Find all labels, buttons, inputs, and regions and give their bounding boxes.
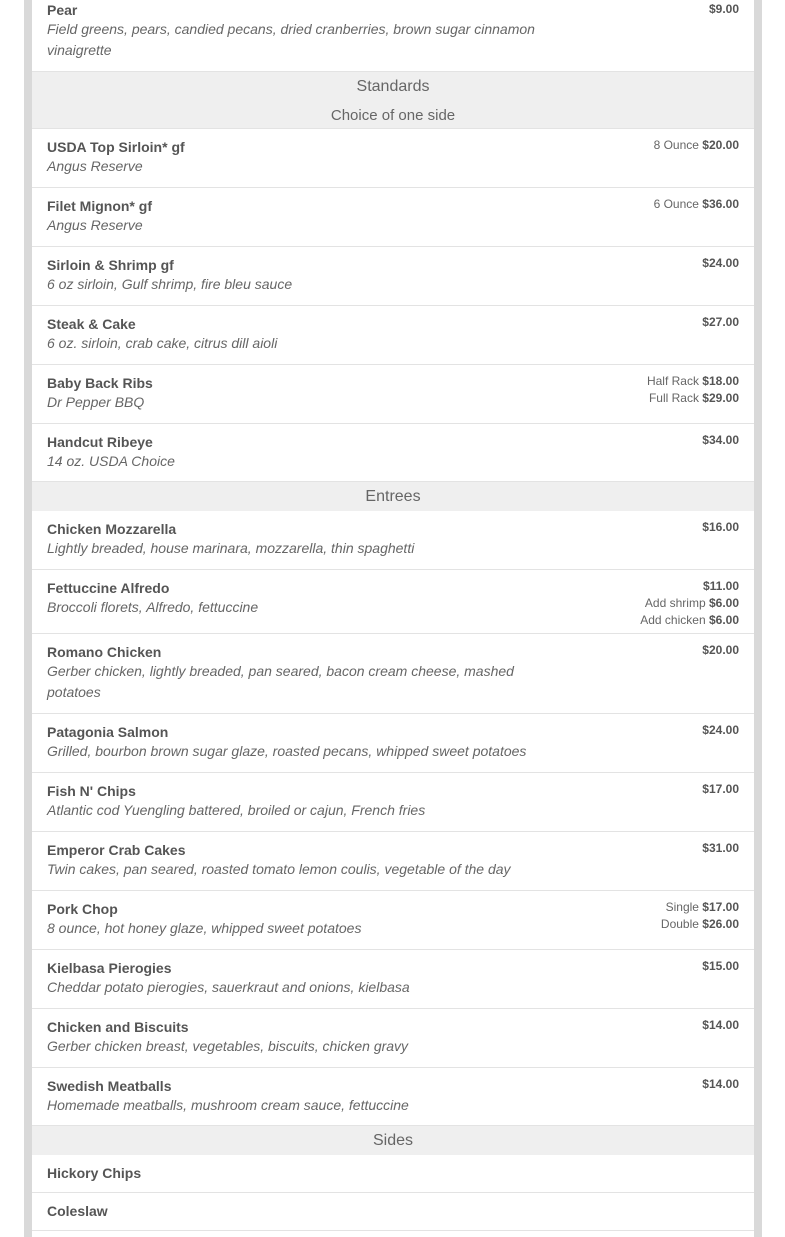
item-price: $9.00 (708, 2, 739, 16)
item-name: Coleslaw (47, 1203, 108, 1219)
item-description: Cheddar potato pierogies, sauerkraut and onions, kielbasa (47, 979, 410, 995)
item-prices (702, 642, 739, 659)
menu-item-pork-chop (32, 891, 754, 950)
menu-item-steak-cake (32, 306, 754, 365)
item-prices (702, 840, 739, 857)
item-description: Lightly breaded, house marinara, mozzarella, thin spaghetti (47, 540, 415, 556)
item-prices (702, 1017, 739, 1034)
item-description: Angus Reserve (47, 217, 143, 233)
price-line (702, 958, 739, 975)
section-subheader: Choice of one side (32, 101, 754, 129)
item-name: Pear (47, 2, 78, 18)
item-description: Twin cakes, pan seared, roasted tomato lemon coulis, vegetable of the day (47, 861, 511, 877)
item-description: 8 ounce, hot honey glaze, whipped sweet potatoes (47, 920, 362, 936)
item-name: USDA Top Sirloin* gf (47, 139, 185, 155)
item-name: Fish N' Chips (47, 783, 136, 799)
price-line (702, 255, 739, 272)
item-name: Hickory Chips (47, 1165, 142, 1181)
price-label: 6 Ounce (653, 197, 699, 211)
menu-item-chicken-and-biscuits (32, 1009, 754, 1068)
price-value: $24.00 (702, 723, 739, 737)
item-name: Steak & Cake (47, 316, 136, 332)
item-prices (702, 519, 739, 536)
price-line (702, 1076, 739, 1093)
price-label: Add chicken (640, 613, 706, 627)
item-prices (654, 137, 739, 154)
price-value: $18.00 (702, 374, 739, 388)
menu-item-handcut-ribeye (32, 424, 754, 482)
price-value: $15.00 (702, 959, 739, 973)
menu-item-kielbasa-pierogies (32, 950, 754, 1009)
item-prices (702, 1076, 739, 1093)
price-line (702, 519, 739, 536)
price-value: $14.00 (702, 1018, 739, 1032)
menu-item-baby-back-ribs (32, 365, 754, 424)
price-line (647, 390, 739, 407)
item-description: 14 oz. USDA Choice (47, 453, 175, 469)
price-value: $29.00 (702, 391, 739, 405)
menu-item-chicken-mozzarella (32, 511, 754, 570)
price-line (661, 899, 739, 916)
item-name: Baby Back Ribs (47, 375, 153, 391)
price-label: Double (660, 917, 699, 931)
item-prices (654, 196, 739, 213)
item-name: Romano Chicken (47, 644, 162, 660)
item-description: Gerber chicken, lightly breaded, pan seared, bacon cream cheese, mashed potatoes (47, 663, 514, 700)
price-value: $6.00 (708, 613, 739, 627)
menu-item-pear (32, 0, 754, 72)
price-line (640, 578, 739, 595)
price-label: Add shrimp (644, 596, 706, 610)
price-value: $14.00 (702, 1077, 739, 1091)
price-value: $31.00 (702, 841, 739, 855)
menu-item-coleslaw (32, 1193, 754, 1231)
price-value: $34.00 (702, 433, 739, 447)
price-value: $17.00 (702, 782, 739, 796)
menu-item-usda-top-sirloin-gf (32, 129, 754, 188)
item-name: Sirloin & Shrimp gf (47, 257, 174, 273)
item-description: Gerber chicken breast, vegetables, biscuits, chicken gravy (47, 1038, 409, 1054)
price-line (702, 722, 739, 739)
menu-item-emperor-crab-cakes (32, 832, 754, 891)
price-line (640, 612, 739, 629)
item-description: Atlantic cod Yuengling battered, broiled or cajun, French fries (47, 802, 426, 818)
menu-item-swedish-meatballs (32, 1068, 754, 1126)
price-value: $36.00 (702, 197, 739, 211)
price-value: $27.00 (702, 315, 739, 329)
menu-item-hickory-chips (32, 1155, 754, 1193)
item-prices (702, 314, 739, 331)
price-line (702, 1017, 739, 1034)
price-line (702, 840, 739, 857)
price-line (702, 781, 739, 798)
section-header-sides: Sides (32, 1126, 754, 1155)
item-name: Emperor Crab Cakes (47, 842, 186, 858)
menu-item-sirloin-shrimp-gf (32, 247, 754, 306)
item-name: Patagonia Salmon (47, 724, 169, 740)
item-description: Angus Reserve (47, 158, 143, 174)
price-line (661, 916, 739, 933)
item-name: Handcut Ribeye (47, 434, 153, 450)
price-line (654, 137, 739, 154)
item-prices (702, 432, 739, 449)
price-line (647, 373, 739, 390)
section-header-entrees: Entrees (32, 482, 754, 511)
price-label: 8 Ounce (653, 138, 699, 152)
item-prices (702, 255, 739, 272)
price-value: $24.00 (702, 256, 739, 270)
price-value: $20.00 (702, 643, 739, 657)
item-description: Broccoli florets, Alfredo, fettuccine (47, 599, 259, 615)
price-value: $11.00 (702, 579, 739, 593)
item-prices (702, 958, 739, 975)
item-description: Homemade meatballs, mushroom cream sauce, fettuccine (47, 1097, 409, 1113)
menu-item-filet-mignon-gf (32, 188, 754, 247)
item-description: Field greens, pears, candied pecans, dried cranberries, brown sugar cinnamon vinaigrette (47, 21, 535, 58)
menu-item-romano-chicken (32, 634, 754, 714)
price-value: $17.00 (702, 900, 739, 914)
item-name: Fettuccine Alfredo (47, 580, 170, 596)
item-name: Pork Chop (47, 901, 118, 917)
item-prices (661, 899, 739, 933)
section-header-standards: Standards (32, 72, 754, 101)
price-line (702, 314, 739, 331)
item-description: Dr Pepper BBQ (47, 394, 145, 410)
item-prices (702, 722, 739, 739)
item-name: Swedish Meatballs (47, 1078, 172, 1094)
price-label: Single (665, 900, 699, 914)
menu-panel (32, 0, 754, 1237)
menu-item-fish-n-chips (32, 773, 754, 832)
item-description: 6 oz sirloin, Gulf shrimp, fire bleu sauce (47, 276, 293, 292)
item-description: Grilled, bourbon brown sugar glaze, roasted pecans, whipped sweet potatoes (47, 743, 527, 759)
item-prices (647, 373, 739, 407)
item-prices (702, 781, 739, 798)
price-line (654, 196, 739, 213)
price-label: Full Rack (648, 391, 699, 405)
item-description: 6 oz. sirloin, crab cake, citrus dill aioli (47, 335, 278, 351)
menu-item-fettuccine-alfredo (32, 570, 754, 634)
price-value: $26.00 (702, 917, 739, 931)
menu-item-patagonia-salmon (32, 714, 754, 773)
price-line (702, 642, 739, 659)
item-name: Kielbasa Pierogies (47, 960, 172, 976)
price-value: $16.00 (702, 520, 739, 534)
price-value: $20.00 (702, 138, 739, 152)
price-line (702, 432, 739, 449)
item-name: Chicken Mozzarella (47, 521, 177, 537)
price-label: Half Rack (646, 374, 699, 388)
item-prices (640, 578, 739, 629)
item-name: Filet Mignon* gf (47, 198, 152, 214)
price-line (640, 595, 739, 612)
item-name: Chicken and Biscuits (47, 1019, 189, 1035)
price-value: $6.00 (708, 596, 739, 610)
